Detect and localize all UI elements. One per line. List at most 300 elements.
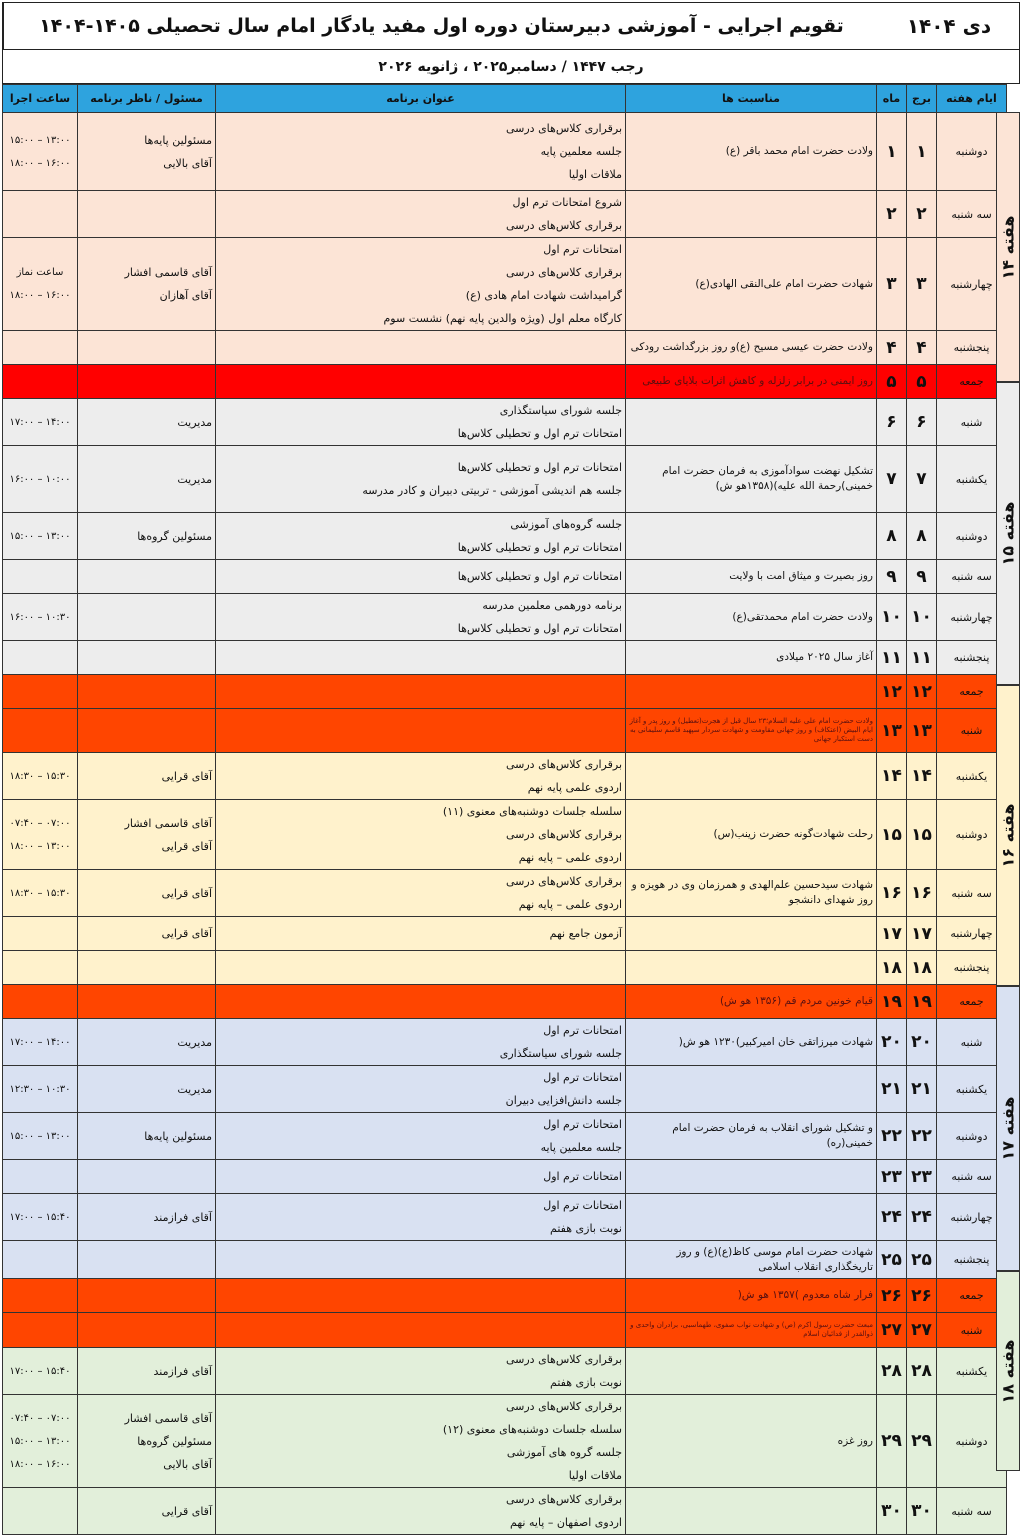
- weekday-cell: دوشنبه: [937, 1395, 1007, 1488]
- weekday-cell: سه شنبه: [937, 560, 1007, 594]
- month-day-cell: ۲۴: [877, 1194, 907, 1241]
- occasion-cell: [626, 951, 877, 985]
- time-cell: [3, 513, 78, 560]
- program-cell: [216, 951, 626, 985]
- time-cell: [3, 331, 78, 365]
- weekday-cell: سه شنبه: [937, 870, 1007, 917]
- program-cell: [216, 870, 626, 917]
- weekday-cell: یکشنبه: [937, 446, 1007, 513]
- time-cell: [3, 800, 78, 870]
- week-label: هفته ۱۶: [998, 803, 1018, 868]
- occasion-cell: آغاز سال ۲۰۲۵ میلادی: [626, 641, 877, 675]
- table-row: [3, 446, 1007, 513]
- time-cell: [3, 1241, 78, 1279]
- time-cell: [3, 1348, 78, 1395]
- program-cell: [216, 1279, 626, 1313]
- responsible-line: مسئولین گروه‌ها: [137, 1434, 212, 1448]
- table-row: [3, 113, 1007, 191]
- month-day-cell: ۱۵: [877, 800, 907, 870]
- responsible-cell: [78, 331, 216, 365]
- time-cell: [3, 951, 78, 985]
- responsible-line: آقای بالایی: [163, 156, 212, 170]
- program-line: امتحانات ترم اول و تحطیلی کلاس‌ها: [457, 461, 622, 474]
- responsible-line: آقای قرایی: [161, 927, 212, 940]
- responsible-line: آقای آهازان: [159, 289, 212, 302]
- program-line: جلسه گروه‌های آموزشی: [510, 518, 622, 531]
- month-day-cell: ۳۰: [877, 1488, 907, 1535]
- program-line: امتحانات ترم اول و تحطیلی کلاس‌ها: [457, 622, 622, 635]
- responsible-line: آقای قرایی: [161, 769, 212, 783]
- occasion-cell: [626, 1194, 877, 1241]
- week-label-cell: [996, 112, 1020, 382]
- table-row: [3, 399, 1007, 446]
- solar-day-cell: ۲۰: [907, 1019, 937, 1066]
- table-row: [3, 641, 1007, 675]
- time-line: ۱۵:۰۰ – ۱۳:۰۰: [9, 1130, 71, 1142]
- program-cell: [216, 1160, 626, 1194]
- week-label-cell: [996, 986, 1020, 1271]
- solar-day-cell: ۱۳: [907, 709, 937, 753]
- table-row: [3, 594, 1007, 641]
- time-line: ۱۷:۰۰ – ۱۴:۰۰: [9, 1036, 71, 1048]
- program-cell: [216, 1194, 626, 1241]
- responsible-cell: [78, 1488, 216, 1535]
- solar-day-cell: ۲۶: [907, 1279, 937, 1313]
- time-cell: [3, 1395, 78, 1488]
- occasion-cell: ولادت حضرت عیسی مسیح (ع)و روز بزرگداشت رودکی: [626, 331, 877, 365]
- month-day-cell: ۲۷: [877, 1313, 907, 1348]
- month-day-cell: ۲۰: [877, 1019, 907, 1066]
- occasion-cell: [626, 1160, 877, 1194]
- program-line: برقراری کلاس‌های درسی: [505, 122, 622, 135]
- table-row: [3, 513, 1007, 560]
- weekday-cell: یکشنبه: [937, 1348, 1007, 1395]
- month-day-cell: ۸: [877, 513, 907, 560]
- header-responsible: مسئول / ناظر برنامه: [78, 85, 216, 113]
- solar-day-cell: ۱۶: [907, 870, 937, 917]
- program-line: برقراری کلاس‌های درسی: [505, 758, 622, 771]
- program-line: امتحانات ترم اول و تحطیلی کلاس‌ها: [457, 541, 622, 554]
- solar-day-cell: ۲۱: [907, 1066, 937, 1113]
- month-day-cell: ۱۲: [877, 675, 907, 709]
- table-row: [3, 1160, 1007, 1194]
- occasion-cell: [626, 1348, 877, 1395]
- table-row: [3, 191, 1007, 238]
- time-line: ۱۸:۳۰ – ۱۵:۳۰: [9, 770, 71, 782]
- occasion-cell: و تشکیل شورای انقلاب به فرمان حضرت امام خمینی(ره): [626, 1113, 877, 1160]
- responsible-cell: [78, 113, 216, 191]
- time-line: ساعت نماز: [16, 267, 64, 278]
- solar-day-cell: ۲۷: [907, 1313, 937, 1348]
- month-day-cell: ۲۲: [877, 1113, 907, 1160]
- program-cell: [216, 800, 626, 870]
- responsible-line: آقای قرایی: [161, 839, 212, 853]
- time-cell: [3, 594, 78, 641]
- weekday-cell: جمعه: [937, 1279, 1007, 1313]
- responsible-line: آقای فرازمند: [153, 1364, 212, 1378]
- occasion-cell: [626, 1066, 877, 1113]
- responsible-cell: [78, 951, 216, 985]
- responsible-cell: [78, 1066, 216, 1113]
- solar-day-cell: ۲۲: [907, 1113, 937, 1160]
- solar-day-cell: ۹: [907, 560, 937, 594]
- month-day-cell: ۴: [877, 331, 907, 365]
- solar-day-cell: ۶: [907, 399, 937, 446]
- program-line: برقراری کلاس‌های درسی: [505, 1400, 622, 1413]
- program-line: امتحانات ترم اول و تحطیلی کلاس‌ها: [457, 427, 622, 440]
- program-line: کارگاه معلم اول (ویژه والدین پایه نهم) نشست سوم: [383, 312, 622, 325]
- table-row: [3, 800, 1007, 870]
- month-day-cell: ۲: [877, 191, 907, 238]
- occasion-cell: [626, 753, 877, 800]
- time-cell: [3, 1066, 78, 1113]
- responsible-cell: [78, 560, 216, 594]
- program-line: جلسه هم اندیشی آموزشی - تربیتی دبیران و کادر مدرسه: [362, 484, 622, 497]
- program-cell: [216, 753, 626, 800]
- time-cell: [3, 641, 78, 675]
- weekday-cell: چهارشنبه: [937, 917, 1007, 951]
- month-day-cell: ۵: [877, 365, 907, 399]
- program-cell: [216, 446, 626, 513]
- program-cell: [216, 1113, 626, 1160]
- weekday-cell: جمعه: [937, 985, 1007, 1019]
- program-line: برقراری کلاس‌های درسی: [505, 875, 622, 888]
- program-line: اردوی علمی – پایه نهم: [518, 898, 622, 911]
- month-day-cell: ۱۴: [877, 753, 907, 800]
- title-row: [2, 2, 1020, 50]
- subtitle-dates: رجب ۱۴۴۷ / دسامبر۲۰۲۵ ، ژانویه ۲۰۲۶: [2, 50, 1020, 84]
- table-row: [3, 1019, 1007, 1066]
- weekday-cell: جمعه: [937, 365, 1007, 399]
- occasion-cell: [626, 675, 877, 709]
- program-line: امتحانات ترم اول: [543, 243, 622, 256]
- program-line: اردوی علمی – پایه نهم: [518, 851, 622, 864]
- table-row: [3, 1066, 1007, 1113]
- program-line: برنامه دورهمی معلمین مدرسه: [482, 599, 622, 612]
- program-line: سلسله جلسات دوشنبه‌های معنوی (۱۱): [442, 805, 622, 818]
- table-header-row: [3, 85, 1007, 113]
- responsible-cell: [78, 1241, 216, 1279]
- weekday-cell: دوشنبه: [937, 513, 1007, 560]
- responsible-line: آقای قرایی: [161, 886, 212, 900]
- solar-day-cell: ۱۹: [907, 985, 937, 1019]
- program-cell: [216, 594, 626, 641]
- time-line: ۱۵:۰۰ – ۱۳:۰۰: [9, 134, 71, 146]
- occasion-cell: روز ایمنی در برابر زلزله و کاهش اثرات بلایای طبیعی: [626, 365, 877, 399]
- time-cell: [3, 113, 78, 191]
- solar-day-cell: ۱۵: [907, 800, 937, 870]
- program-line: برقراری کلاس‌های درسی: [505, 1353, 622, 1366]
- weekday-cell: پنجشنبه: [937, 641, 1007, 675]
- occasion-cell: [626, 191, 877, 238]
- occasion-cell: رحلت شهادت‌گونه حضرت زینب(س): [626, 800, 877, 870]
- responsible-line: مدیریت: [177, 415, 212, 429]
- program-cell: [216, 1348, 626, 1395]
- weekday-cell: جمعه: [937, 675, 1007, 709]
- responsible-cell: [78, 917, 216, 951]
- page-title: تقویم اجرایی - آموزشی دبیرستان دوره اول مفید یادگار امام سال تحصیلی ۱۴۰۵-۱۴۰۴: [3, 3, 879, 49]
- weekday-cell: شنبه: [937, 1019, 1007, 1066]
- month-day-cell: ۲۵: [877, 1241, 907, 1279]
- time-line: ۰۷:۴۰ – ۰۷:۰۰: [9, 817, 71, 829]
- program-cell: [216, 917, 626, 951]
- time-cell: [3, 1113, 78, 1160]
- time-line: ۱۲:۳۰ – ۱۰:۳۰: [9, 1083, 71, 1095]
- header-time: ساعت اجرا: [3, 85, 78, 113]
- program-line: اردوی اصفهان – پایه نهم: [510, 1516, 622, 1529]
- solar-day-cell: ۲۵: [907, 1241, 937, 1279]
- program-line: جلسه شورای سیاستگذاری: [499, 1047, 622, 1060]
- header-program: عنوان برنامه: [216, 85, 626, 113]
- program-line: نوبت بازی هفتم: [550, 1222, 622, 1235]
- occasion-cell: ولادت حضرت امام محمد باقر (ع): [626, 113, 877, 191]
- month-day-cell: ۲۳: [877, 1160, 907, 1194]
- month-day-cell: ۳: [877, 238, 907, 331]
- responsible-line: مدیریت: [177, 1082, 212, 1096]
- weekday-cell: دوشنبه: [937, 1113, 1007, 1160]
- responsible-cell: [78, 1313, 216, 1348]
- weekday-cell: پنجشنبه: [937, 1241, 1007, 1279]
- time-cell: [3, 1313, 78, 1348]
- weekday-cell: چهارشنبه: [937, 594, 1007, 641]
- program-line: امتحانات ترم اول: [543, 1118, 622, 1131]
- time-line: ۱۷:۰۰ – ۱۵:۴۰: [9, 1365, 71, 1377]
- weekday-cell: شنبه: [937, 1313, 1007, 1348]
- time-cell: [3, 870, 78, 917]
- table-row: [3, 1313, 1007, 1348]
- time-cell: [3, 560, 78, 594]
- solar-day-cell: ۱۰: [907, 594, 937, 641]
- program-line: ملاقات اولیا: [568, 1469, 622, 1482]
- program-line: امتحانات ترم اول: [543, 1199, 622, 1212]
- table-row: [3, 1113, 1007, 1160]
- time-cell: [3, 446, 78, 513]
- week-label-cell: [996, 382, 1020, 685]
- responsible-cell: [78, 365, 216, 399]
- time-line: ۱۶:۰۰ – ۱۰:۰۰: [9, 473, 71, 485]
- occasion-cell: شهادت حضرت امام موسی کاظ(ع)(ع) و روز تاریخگذاری انقلاب اسلامی: [626, 1241, 877, 1279]
- occasion-cell: شهادت حضرت امام علی‌النقی الهادی(ع): [626, 238, 877, 331]
- responsible-cell: [78, 1279, 216, 1313]
- responsible-cell: [78, 675, 216, 709]
- time-cell: [3, 1019, 78, 1066]
- responsible-line: آقای قاسمی افشار: [124, 816, 212, 830]
- program-cell: [216, 191, 626, 238]
- occasion-cell: [626, 917, 877, 951]
- month-day-cell: ۱۱: [877, 641, 907, 675]
- time-cell: [3, 238, 78, 331]
- solar-day-cell: ۸: [907, 513, 937, 560]
- table-row: [3, 238, 1007, 331]
- occasion-cell: فرار شاه معدوم )۱۳۵۷ هو ش(: [626, 1279, 877, 1313]
- month-day-cell: ۱۹: [877, 985, 907, 1019]
- week-label: هفته ۱۷: [998, 1096, 1018, 1161]
- time-cell: [3, 985, 78, 1019]
- week-label-cell: [996, 1271, 1020, 1471]
- solar-day-cell: ۱۷: [907, 917, 937, 951]
- table-row: [3, 870, 1007, 917]
- program-cell: [216, 1241, 626, 1279]
- time-line: ۱۶:۰۰ – ۱۰:۳۰: [9, 611, 71, 623]
- program-cell: [216, 331, 626, 365]
- program-line: اردوی علمی پایه نهم: [527, 781, 622, 794]
- occasion-cell: قیام خونین مردم قم (۱۳۵۶ هو ش): [626, 985, 877, 1019]
- program-cell: [216, 238, 626, 331]
- occasion-cell: ولادت حضرت امام محمدتقی(ع): [626, 594, 877, 641]
- month-day-cell: ۲۹: [877, 1395, 907, 1488]
- calendar-body: [3, 113, 1007, 1535]
- solar-day-cell: ۷: [907, 446, 937, 513]
- header-weekday: ایام هفته: [937, 85, 1007, 113]
- solar-day-cell: ۲۴: [907, 1194, 937, 1241]
- header-solar: برج: [907, 85, 937, 113]
- weekday-cell: سه شنبه: [937, 191, 1007, 238]
- table-row: [3, 917, 1007, 951]
- solar-day-cell: ۲: [907, 191, 937, 238]
- week-label: هفته ۱۴: [998, 215, 1018, 279]
- responsible-line: آقای قاسمی افشار: [124, 266, 212, 279]
- table-row: [3, 1194, 1007, 1241]
- program-line: آزمون جامع نهم: [549, 927, 622, 940]
- table-row: [3, 709, 1007, 753]
- program-cell: [216, 560, 626, 594]
- occasion-cell: ولادت حضرت امام علی علیه السلام؛۲۳ سال قبل از هجرت(تعطیل) و روز پدر و آغاز ایام البیض (اعتکاف) و روز جهانی مقاومت و شهادت سردار سپهبد قاسم سلیمانی به دست استکبار جهانی: [626, 709, 877, 753]
- header-occasions: مناسبت ها: [626, 85, 877, 113]
- calendar-table: [2, 84, 1007, 1535]
- time-line: ۱۷:۰۰ – ۱۵:۴۰: [9, 1211, 71, 1223]
- program-cell: [216, 1488, 626, 1535]
- weekday-cell: سه شنبه: [937, 1160, 1007, 1194]
- program-line: برقراری کلاس‌های درسی: [505, 828, 622, 841]
- month-day-cell: ۱۳: [877, 709, 907, 753]
- month-day-cell: ۱۸: [877, 951, 907, 985]
- occasion-cell: [626, 1488, 877, 1535]
- solar-day-cell: ۲۳: [907, 1160, 937, 1194]
- month-day-cell: ۱۰: [877, 594, 907, 641]
- program-line: جلسه معلمین پایه: [540, 145, 622, 158]
- time-cell: [3, 1194, 78, 1241]
- responsible-cell: [78, 870, 216, 917]
- program-cell: [216, 399, 626, 446]
- table-row: [3, 1241, 1007, 1279]
- week-label-cell: [996, 685, 1020, 986]
- program-line: امتحانات ترم اول و تحطیلی کلاس‌ها: [457, 570, 622, 583]
- responsible-cell: [78, 800, 216, 870]
- responsible-cell: [78, 238, 216, 331]
- responsible-line: مسئولین پایه‌ها: [144, 133, 212, 147]
- program-cell: [216, 1313, 626, 1348]
- weekday-cell: یکشنبه: [937, 753, 1007, 800]
- solar-day-cell: ۱۲: [907, 675, 937, 709]
- time-cell: [3, 917, 78, 951]
- program-line: جلسه گروه های آموزشی: [506, 1446, 622, 1459]
- program-cell: [216, 641, 626, 675]
- table-row: [3, 753, 1007, 800]
- weekday-cell: چهارشنبه: [937, 238, 1007, 331]
- time-cell: [3, 399, 78, 446]
- program-line: امتحانات ترم اول: [543, 1170, 622, 1183]
- program-line: جلسه شورای سیاستگذاری: [499, 404, 622, 417]
- responsible-line: آقای بالایی: [163, 1457, 212, 1471]
- month-day-cell: ۱: [877, 113, 907, 191]
- solar-day-cell: ۱۴: [907, 753, 937, 800]
- program-cell: [216, 1395, 626, 1488]
- time-line: ۱۵:۰۰ – ۱۳:۰۰: [9, 530, 71, 542]
- program-line: شروع امتحانات ترم اول: [512, 196, 622, 209]
- responsible-line: آقای قاسمی افشار: [124, 1411, 212, 1425]
- program-cell: [216, 513, 626, 560]
- calendar-sheet: [2, 2, 1020, 1529]
- month-day-cell: ۹: [877, 560, 907, 594]
- month-day-cell: ۷: [877, 446, 907, 513]
- weekday-cell: چهارشنبه: [937, 1194, 1007, 1241]
- responsible-cell: [78, 594, 216, 641]
- weekday-cell: دوشنبه: [937, 113, 1007, 191]
- program-line: برقراری کلاس‌های درسی: [505, 1493, 622, 1506]
- program-line: برقراری کلاس‌های درسی: [505, 266, 622, 279]
- solar-day-cell: ۳: [907, 238, 937, 331]
- program-cell: [216, 113, 626, 191]
- weekday-cell: شنبه: [937, 399, 1007, 446]
- time-cell: [3, 1160, 78, 1194]
- occasion-cell: [626, 513, 877, 560]
- responsible-cell: [78, 1019, 216, 1066]
- responsible-cell: [78, 1160, 216, 1194]
- table-row: [3, 1279, 1007, 1313]
- responsible-cell: [78, 399, 216, 446]
- time-line: ۱۸:۳۰ – ۱۵:۳۰: [9, 887, 71, 899]
- responsible-cell: [78, 446, 216, 513]
- table-row: [3, 365, 1007, 399]
- program-line: سلسله جلسات دوشنبه‌های معنوی (۱۲): [442, 1423, 622, 1436]
- solar-day-cell: ۴: [907, 331, 937, 365]
- time-line: ۱۵:۰۰ – ۱۳:۰۰: [9, 1435, 71, 1447]
- weekday-cell: شنبه: [937, 709, 1007, 753]
- time-line: ۱۷:۰۰ – ۱۴:۰۰: [9, 416, 71, 428]
- table-row: [3, 560, 1007, 594]
- solar-day-cell: ۱۸: [907, 951, 937, 985]
- solar-day-cell: ۳۰: [907, 1488, 937, 1535]
- solar-day-cell: ۲۸: [907, 1348, 937, 1395]
- responsible-cell: [78, 753, 216, 800]
- occasion-cell: [626, 399, 877, 446]
- table-row: [3, 675, 1007, 709]
- occasion-cell: شهادت سیدحسین علم‌الهدی و همرزمان وی در هویزه و روز شهدای دانشجو: [626, 870, 877, 917]
- month-day-cell: ۱۷: [877, 917, 907, 951]
- time-cell: [3, 365, 78, 399]
- month-day-cell: ۲۸: [877, 1348, 907, 1395]
- program-line: امتحانات ترم اول: [543, 1071, 622, 1084]
- table-row: [3, 985, 1007, 1019]
- time-line: ۰۷:۴۰ – ۰۷:۰۰: [9, 1412, 71, 1424]
- responsible-cell: [78, 191, 216, 238]
- table-row: [3, 951, 1007, 985]
- table-row: [3, 1348, 1007, 1395]
- occasion-cell: روز غزه: [626, 1395, 877, 1488]
- responsible-cell: [78, 985, 216, 1019]
- responsible-cell: [78, 709, 216, 753]
- solar-day-cell: ۱۱: [907, 641, 937, 675]
- time-line: ۱۸:۰۰ – ۱۶:۰۰: [9, 157, 71, 169]
- weekday-cell: دوشنبه: [937, 800, 1007, 870]
- responsible-line: مدیریت: [177, 472, 212, 486]
- week-label: هفته ۱۵: [998, 501, 1018, 566]
- table-row: [3, 1395, 1007, 1488]
- month-day-cell: ۲۱: [877, 1066, 907, 1113]
- weekday-cell: یکشنبه: [937, 1066, 1007, 1113]
- responsible-line: آقای فرازمند: [153, 1210, 212, 1224]
- solar-day-cell: ۵: [907, 365, 937, 399]
